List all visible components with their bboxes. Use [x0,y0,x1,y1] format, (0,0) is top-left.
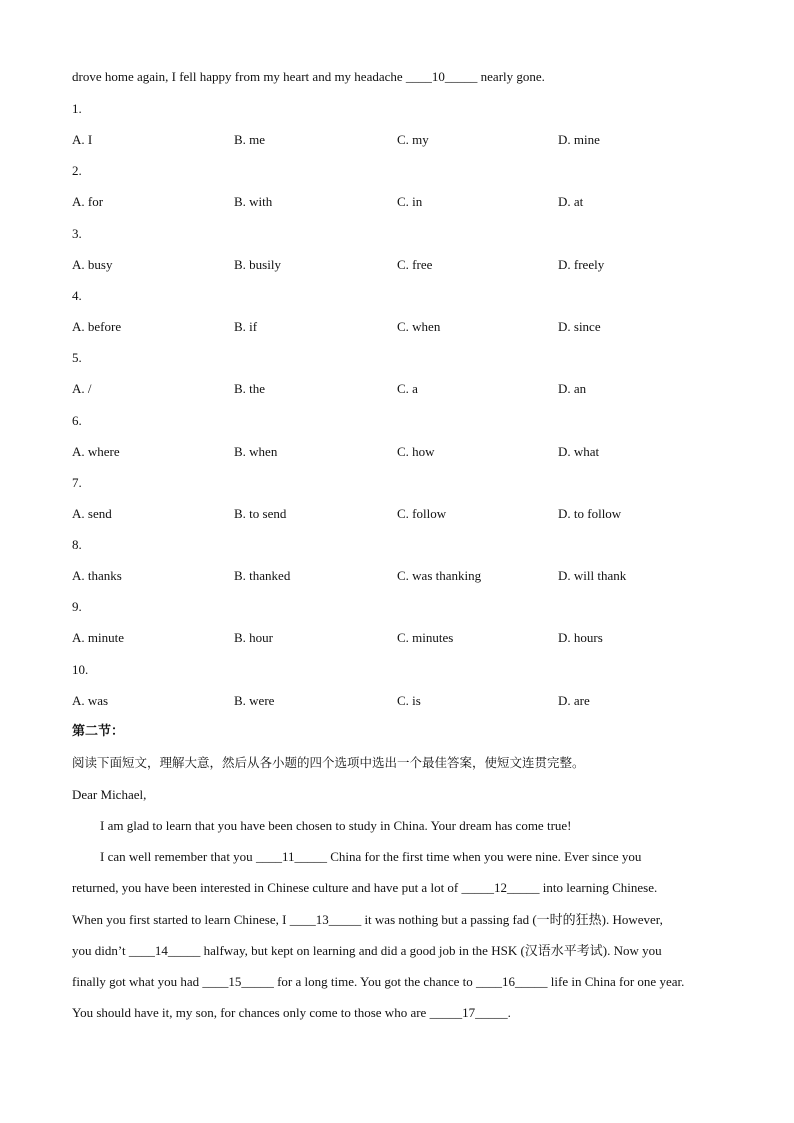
option-c: C. a [397,381,418,396]
letter-line [72,911,663,929]
option-b: B. thanked [234,568,291,583]
option-a: A. I [72,132,93,147]
question-number: 5. [72,350,82,365]
letter-line [100,848,641,866]
question-number: 8. [72,537,82,552]
option-b: B. with [234,194,273,209]
letter-text: China for the first time when you were nine. Ever since you [326,849,642,864]
option-c: C. was thanking [397,568,482,583]
letter-greeting: Dear Michael, [72,787,147,802]
letter-line [72,942,662,960]
blank-17: _____17_____ [429,1005,508,1020]
option-a: A. / [72,381,92,396]
option-c: C. when [397,319,441,334]
letter-text: I can well remember that you [100,849,256,864]
option-d: D. will thank [558,568,627,583]
letter-text: it was nothing but a passing fad (一时的狂热). However, [361,912,663,927]
letter-paragraph-1: I am glad to learn that you have been chosen to study in China. Your dream has come true! [100,818,572,833]
letter-line [72,879,657,897]
question-number: 10. [72,662,89,677]
option-b: B. if [234,319,258,334]
option-a: A. was [72,693,109,708]
letter-text: returned, you have been interested in Chinese culture and have put a lot of [72,880,462,895]
question-number: 4. [72,288,82,303]
option-a: A. send [72,506,112,521]
option-b: B. to send [234,506,287,521]
option-d: D. freely [558,257,605,272]
option-c: C. in [397,194,423,209]
option-b: B. the [234,381,266,396]
option-d: D. since [558,319,601,334]
question-number: 7. [72,475,82,490]
letter-line [72,1004,511,1022]
option-d: D. to follow [558,506,622,521]
section-title: 第二节： [72,724,125,739]
blank-15: ____15_____ [202,974,274,989]
question-number: 9. [72,599,82,614]
option-a: A. thanks [72,568,122,583]
intro-text: drove home again, I fell happy from my heart and my headache [72,69,406,84]
option-a: A. busy [72,257,113,272]
option-d: D. are [558,693,590,708]
option-b: B. me [234,132,266,147]
intro-line [72,68,545,86]
option-d: D. hours [558,630,603,645]
option-b: B. when [234,444,278,459]
letter-text: life in China for one year. [547,974,685,989]
letter-text: you didn’t [72,943,129,958]
blank-10: ____10_____ [405,69,478,84]
option-b: B. busily [234,257,281,272]
option-a: A. where [72,444,120,459]
option-c: C. minutes [397,630,454,645]
letter-text: When you first started to learn Chinese, I [72,912,290,927]
option-a: A. for [72,194,104,209]
letter-text: finally got what you had [72,974,203,989]
option-b: B. were [234,693,275,708]
letter-text: into learning Chinese. [539,880,658,895]
intro-text-end: nearly gone. [477,69,545,84]
blank-12: _____12_____ [461,880,540,895]
option-c: C. free [397,257,433,272]
option-c: C. follow [397,506,447,521]
option-c: C. my [397,132,429,147]
question-number: 2. [72,163,82,178]
question-number: 1. [72,101,82,116]
question-number: 6. [72,413,82,428]
option-a: A. minute [72,630,124,645]
blank-14: ____14_____ [128,943,201,958]
option-c: C. is [397,693,421,708]
letter-text: You should have it, my son, for chances only come to those who are [72,1005,430,1020]
option-d: D. at [558,194,584,209]
option-b: B. hour [234,630,273,645]
blank-13: ____13_____ [289,912,362,927]
option-d: D. an [558,381,587,396]
letter-text: for a long time. You got the chance to [273,974,477,989]
option-a: A. before [72,319,122,334]
blank-11: ____11_____ [255,849,327,864]
blank-16: ____16_____ [476,974,548,989]
question-number: 3. [72,226,82,241]
letter-text: . [507,1005,511,1020]
section-instruction: 阅读下面短文，理解大意，然后从各小题的四个选项中选出一个最佳答案，使短文连贯完整。 [72,755,585,770]
option-d: D. what [558,444,600,459]
letter-line [72,973,684,991]
option-d: D. mine [558,132,600,147]
letter-text: halfway, but kept on learning and did a good job in the HSK (汉语水平考试). Now you [200,943,662,958]
option-c: C. how [397,444,435,459]
